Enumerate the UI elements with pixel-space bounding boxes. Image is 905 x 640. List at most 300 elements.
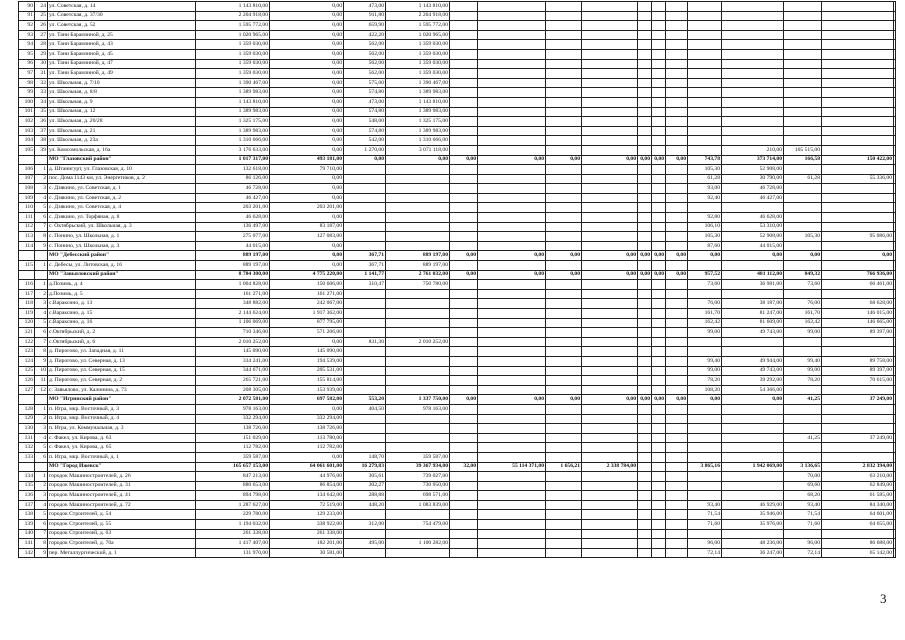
value-cell	[652, 261, 666, 271]
value-cell	[784, 136, 822, 146]
index-cell: 37	[35, 126, 48, 136]
table-row	[19, 78, 896, 88]
value-cell	[478, 328, 546, 338]
value-cell	[386, 529, 450, 539]
address-cell: п. Игра, мкр. Восточный, д. 1	[48, 452, 196, 462]
value-cell	[386, 328, 450, 338]
value-cell	[450, 337, 478, 347]
index-cell: 31	[35, 69, 48, 79]
value-cell	[582, 510, 638, 520]
value-cell	[344, 232, 386, 242]
value-cell: 105,30	[688, 165, 722, 175]
value-cell	[722, 136, 784, 146]
value-cell: 373 714,00	[722, 155, 784, 165]
table-row	[19, 165, 896, 175]
value-cell	[478, 404, 546, 414]
value-cell	[638, 145, 652, 155]
index-cell: 1	[35, 404, 48, 414]
value-cell	[638, 299, 652, 309]
value-cell	[666, 472, 688, 482]
value-cell	[652, 472, 666, 482]
index-cell: 130	[19, 424, 35, 434]
value-cell: 64 601,00	[822, 510, 894, 520]
value-cell: 76,00	[784, 299, 822, 309]
value-cell	[450, 40, 478, 50]
value-cell	[582, 88, 638, 98]
value-cell	[894, 49, 896, 59]
value-cell	[638, 462, 652, 472]
value-cell	[386, 443, 450, 453]
table-row	[19, 376, 896, 386]
index-cell: 98	[19, 78, 35, 88]
value-cell: 1 389 983,00	[386, 107, 450, 117]
value-cell	[894, 472, 896, 482]
value-cell	[478, 117, 546, 127]
value-cell	[652, 49, 666, 59]
value-cell	[894, 241, 896, 251]
value-cell	[582, 414, 638, 424]
value-cell	[638, 347, 652, 357]
value-cell	[450, 529, 478, 539]
address-cell: с.Вараксино, д. 16	[48, 318, 196, 328]
index-cell: 27	[35, 30, 48, 40]
value-cell	[894, 539, 896, 549]
value-cell	[894, 11, 896, 21]
value-cell	[652, 117, 666, 127]
value-cell: 0,00	[270, 117, 344, 127]
value-cell: 89 397,00	[822, 366, 894, 376]
value-cell	[688, 347, 722, 357]
address-cell: городок Строителей, д. 70а	[48, 539, 196, 549]
index-cell: 2	[35, 289, 48, 299]
value-cell	[894, 491, 896, 501]
value-cell	[582, 318, 638, 328]
value-cell	[450, 500, 478, 510]
value-cell	[652, 548, 666, 558]
value-cell	[666, 261, 688, 271]
address-cell: ул. Комсомольская, д. 16а	[48, 145, 196, 155]
value-cell: 83 187,00	[270, 222, 344, 232]
value-cell: 1 417 407,00	[196, 539, 270, 549]
address-cell: ул. Школьная, д. 23а	[48, 136, 196, 146]
value-cell	[722, 424, 784, 434]
table-row	[19, 222, 896, 232]
index-cell: 2	[35, 174, 48, 184]
value-cell: 574,80	[344, 107, 386, 117]
value-cell	[582, 500, 638, 510]
value-cell: 1 390 467,00	[196, 78, 270, 88]
address-cell: д. Пирогово, ул. Западная, д. 11	[48, 347, 196, 357]
value-cell	[894, 213, 896, 223]
value-cell: 1 143 810,00	[386, 2, 450, 12]
index-cell: 29	[35, 49, 48, 59]
value-cell	[450, 222, 478, 232]
value-cell	[894, 356, 896, 366]
table-row	[19, 126, 896, 136]
table-row	[19, 136, 896, 146]
index-cell	[35, 251, 48, 261]
value-cell	[638, 481, 652, 491]
value-cell	[582, 376, 638, 386]
value-cell	[478, 318, 546, 328]
value-cell	[652, 510, 666, 520]
value-cell	[652, 376, 666, 386]
value-cell	[546, 510, 582, 520]
value-cell: 332 294,00	[196, 414, 270, 424]
value-cell: 0,00	[450, 270, 478, 280]
index-cell: 10	[35, 366, 48, 376]
value-cell: 3 865,16	[688, 462, 722, 472]
value-cell	[688, 97, 722, 107]
value-cell	[546, 356, 582, 366]
value-cell	[638, 88, 652, 98]
value-cell	[450, 69, 478, 79]
index-cell: 39	[35, 145, 48, 155]
value-cell	[386, 424, 450, 434]
value-cell	[722, 203, 784, 213]
value-cell: 71,60	[688, 520, 722, 530]
value-cell	[450, 520, 478, 530]
value-cell: 261 338,00	[196, 529, 270, 539]
value-cell	[652, 356, 666, 366]
value-cell: 46 728,00	[196, 184, 270, 194]
value-cell	[784, 261, 822, 271]
value-cell	[582, 433, 638, 443]
value-cell	[722, 59, 784, 69]
index-cell: 93	[19, 30, 35, 40]
value-cell: 208 305,00	[196, 385, 270, 395]
value-cell	[386, 376, 450, 386]
value-cell	[582, 443, 638, 453]
value-cell	[638, 117, 652, 127]
index-cell: 99	[19, 88, 35, 98]
value-cell	[546, 40, 582, 50]
value-cell	[688, 289, 722, 299]
value-cell	[822, 404, 894, 414]
value-cell	[652, 347, 666, 357]
value-cell	[546, 222, 582, 232]
value-cell	[822, 69, 894, 79]
value-cell	[546, 241, 582, 251]
value-cell: 0,00	[270, 88, 344, 98]
value-cell	[666, 69, 688, 79]
value-cell: 86 126,00	[196, 174, 270, 184]
value-cell	[652, 539, 666, 549]
value-cell	[546, 443, 582, 453]
value-cell	[894, 328, 896, 338]
value-cell: 93,00	[688, 184, 722, 194]
subtotal-row	[19, 155, 896, 165]
index-cell: 103	[19, 126, 35, 136]
value-cell: 710 346,00	[196, 328, 270, 338]
value-cell	[582, 222, 638, 232]
value-cell	[582, 97, 638, 107]
index-cell: 139	[19, 520, 35, 530]
value-cell	[386, 433, 450, 443]
value-cell	[546, 481, 582, 491]
value-cell	[478, 289, 546, 299]
address-cell: МО "Дебесский район"	[48, 251, 196, 261]
value-cell: 0,00	[478, 155, 546, 165]
value-cell: 99,00	[784, 366, 822, 376]
value-cell	[582, 107, 638, 117]
index-cell: 28	[35, 40, 48, 50]
value-cell	[722, 481, 784, 491]
value-cell: 70 615,00	[822, 376, 894, 386]
value-cell	[450, 376, 478, 386]
value-cell	[638, 184, 652, 194]
index-cell: 3	[35, 299, 48, 309]
value-cell	[652, 452, 666, 462]
value-cell	[344, 356, 386, 366]
address-cell: городок Строителей, д. 63	[48, 529, 196, 539]
value-cell	[784, 385, 822, 395]
value-cell	[546, 30, 582, 40]
table-row	[19, 337, 896, 347]
value-cell	[638, 126, 652, 136]
value-cell	[582, 539, 638, 549]
value-cell	[688, 136, 722, 146]
value-cell	[344, 241, 386, 251]
value-cell: 78,20	[688, 376, 722, 386]
value-cell	[582, 529, 638, 539]
value-cell	[638, 510, 652, 520]
value-cell	[582, 40, 638, 50]
value-cell	[822, 97, 894, 107]
value-cell	[666, 299, 688, 309]
address-cell: д.Позимь, д. 4	[48, 280, 196, 290]
value-cell	[478, 520, 546, 530]
value-cell	[666, 443, 688, 453]
index-cell: 123	[19, 347, 35, 357]
value-cell	[666, 97, 688, 107]
value-cell	[546, 309, 582, 319]
value-cell: 562,00	[344, 49, 386, 59]
value-cell: 39 367 934,00	[386, 462, 450, 472]
index-cell: 132	[19, 443, 35, 453]
value-cell	[450, 472, 478, 482]
value-cell: 305,61	[344, 472, 386, 482]
value-cell	[478, 193, 546, 203]
value-cell	[450, 232, 478, 242]
value-cell: 44 015,00	[196, 241, 270, 251]
address-cell: д. Штанигурт, ул. Глазовская, д. 10	[48, 165, 196, 175]
value-cell	[478, 2, 546, 12]
value-cell	[784, 184, 822, 194]
value-cell	[652, 222, 666, 232]
value-cell	[784, 222, 822, 232]
index-cell: 111	[19, 213, 35, 223]
value-cell: 0,00	[822, 251, 894, 261]
value-cell: 132 618,00	[196, 165, 270, 175]
value-cell	[450, 145, 478, 155]
value-cell	[894, 174, 896, 184]
value-cell	[822, 222, 894, 232]
value-cell: 105 515,00	[784, 145, 822, 155]
table-row	[19, 145, 896, 155]
value-cell	[652, 520, 666, 530]
value-cell	[652, 78, 666, 88]
index-cell: 129	[19, 414, 35, 424]
value-cell	[582, 78, 638, 88]
value-cell	[478, 491, 546, 501]
value-cell	[478, 69, 546, 79]
value-cell	[894, 520, 896, 530]
value-cell	[784, 117, 822, 127]
value-cell	[652, 318, 666, 328]
value-cell	[666, 539, 688, 549]
value-cell	[666, 376, 688, 386]
value-cell: 889 197,00	[386, 261, 450, 271]
value-cell: 889 197,00	[196, 261, 270, 271]
value-cell: 0,00	[270, 145, 344, 155]
index-cell: 35	[35, 107, 48, 117]
value-cell	[894, 136, 896, 146]
value-cell	[666, 500, 688, 510]
value-cell	[894, 376, 896, 386]
index-cell: 1	[35, 261, 48, 271]
value-cell	[638, 241, 652, 251]
index-cell: 101	[19, 107, 35, 117]
table-row	[19, 414, 896, 424]
value-cell	[666, 40, 688, 50]
value-cell	[652, 88, 666, 98]
index-cell: 127	[19, 385, 35, 395]
value-cell: 0,00	[344, 155, 386, 165]
value-cell: 831,30	[344, 337, 386, 347]
table-row	[19, 2, 896, 12]
index-cell: 6	[35, 328, 48, 338]
value-cell	[344, 174, 386, 184]
value-cell: 30 581,00	[270, 548, 344, 558]
value-cell	[666, 184, 688, 194]
value-cell: 52 908,00	[722, 165, 784, 175]
value-cell: 334 241,00	[196, 356, 270, 366]
value-cell	[652, 481, 666, 491]
table-row	[19, 213, 896, 223]
value-cell	[450, 30, 478, 40]
index-cell: 140	[19, 529, 35, 539]
value-cell	[638, 452, 652, 462]
value-cell	[582, 69, 638, 79]
value-cell	[638, 193, 652, 203]
value-cell	[386, 299, 450, 309]
value-cell: 0,00	[270, 2, 344, 12]
value-cell: 35 946,00	[722, 510, 784, 520]
address-cell: ул. Школьная, д. 12	[48, 107, 196, 117]
table-row	[19, 11, 896, 21]
table-row	[19, 520, 896, 530]
value-cell	[666, 11, 688, 21]
value-cell	[638, 2, 652, 12]
value-cell	[722, 404, 784, 414]
value-cell	[894, 30, 896, 40]
value-cell	[478, 203, 546, 213]
value-cell: 134 642,00	[270, 491, 344, 501]
value-cell	[638, 280, 652, 290]
value-cell	[822, 414, 894, 424]
value-cell	[450, 2, 478, 12]
value-cell	[546, 136, 582, 146]
value-cell: 64 061 601,00	[270, 462, 344, 472]
index-cell: 138	[19, 510, 35, 520]
value-cell: 44 976,00	[270, 472, 344, 482]
value-cell	[688, 472, 722, 482]
value-cell	[344, 424, 386, 434]
value-cell	[822, 443, 894, 453]
value-cell	[894, 21, 896, 31]
value-cell: 146 015,00	[822, 309, 894, 319]
index-cell: 24	[35, 2, 48, 12]
value-cell	[652, 97, 666, 107]
value-cell	[478, 261, 546, 271]
index-cell: 100	[19, 97, 35, 107]
value-cell	[666, 548, 688, 558]
value-cell	[822, 21, 894, 31]
value-cell	[784, 21, 822, 31]
value-cell: 39 292,00	[722, 376, 784, 386]
value-cell: 880 653,00	[196, 481, 270, 491]
value-cell	[822, 30, 894, 40]
value-cell	[722, 491, 784, 501]
value-cell	[478, 366, 546, 376]
value-cell: 161,70	[784, 309, 822, 319]
index-cell: 136	[19, 491, 35, 501]
value-cell	[638, 500, 652, 510]
value-cell	[652, 213, 666, 223]
value-cell	[688, 491, 722, 501]
value-cell	[894, 510, 896, 520]
value-cell	[666, 145, 688, 155]
value-cell	[450, 21, 478, 31]
value-cell	[822, 107, 894, 117]
index-cell: 11	[35, 376, 48, 386]
value-cell: 46 427,00	[722, 193, 784, 203]
value-cell	[822, 289, 894, 299]
index-cell	[19, 462, 35, 472]
value-cell: 0,00	[582, 395, 638, 405]
address-cell: с.Октябрьский, д. 6	[48, 337, 196, 347]
value-cell	[722, 30, 784, 40]
value-cell	[894, 347, 896, 357]
value-cell	[666, 452, 688, 462]
value-cell: 1 359 030,00	[196, 49, 270, 59]
value-cell: 30 790,00	[722, 174, 784, 184]
value-cell	[344, 376, 386, 386]
index-cell: 8	[35, 347, 48, 357]
table-row	[19, 97, 896, 107]
value-cell	[478, 529, 546, 539]
address-cell: пер. Металлургический, д. 1	[48, 548, 196, 558]
value-cell	[546, 414, 582, 424]
value-cell	[652, 299, 666, 309]
value-cell	[722, 433, 784, 443]
value-cell: 367,71	[344, 251, 386, 261]
value-cell	[688, 30, 722, 40]
value-cell: 1 359 030,00	[386, 59, 450, 69]
value-cell: 0,00	[666, 251, 688, 261]
value-cell: 0,00	[546, 270, 582, 280]
value-cell	[722, 107, 784, 117]
value-cell	[450, 289, 478, 299]
value-cell	[638, 136, 652, 146]
value-cell	[638, 328, 652, 338]
value-cell	[386, 289, 450, 299]
value-cell: 0,00	[638, 155, 652, 165]
value-cell: 55 336,00	[822, 174, 894, 184]
value-cell: 36 247,00	[722, 548, 784, 558]
index-cell: 120	[19, 318, 35, 328]
